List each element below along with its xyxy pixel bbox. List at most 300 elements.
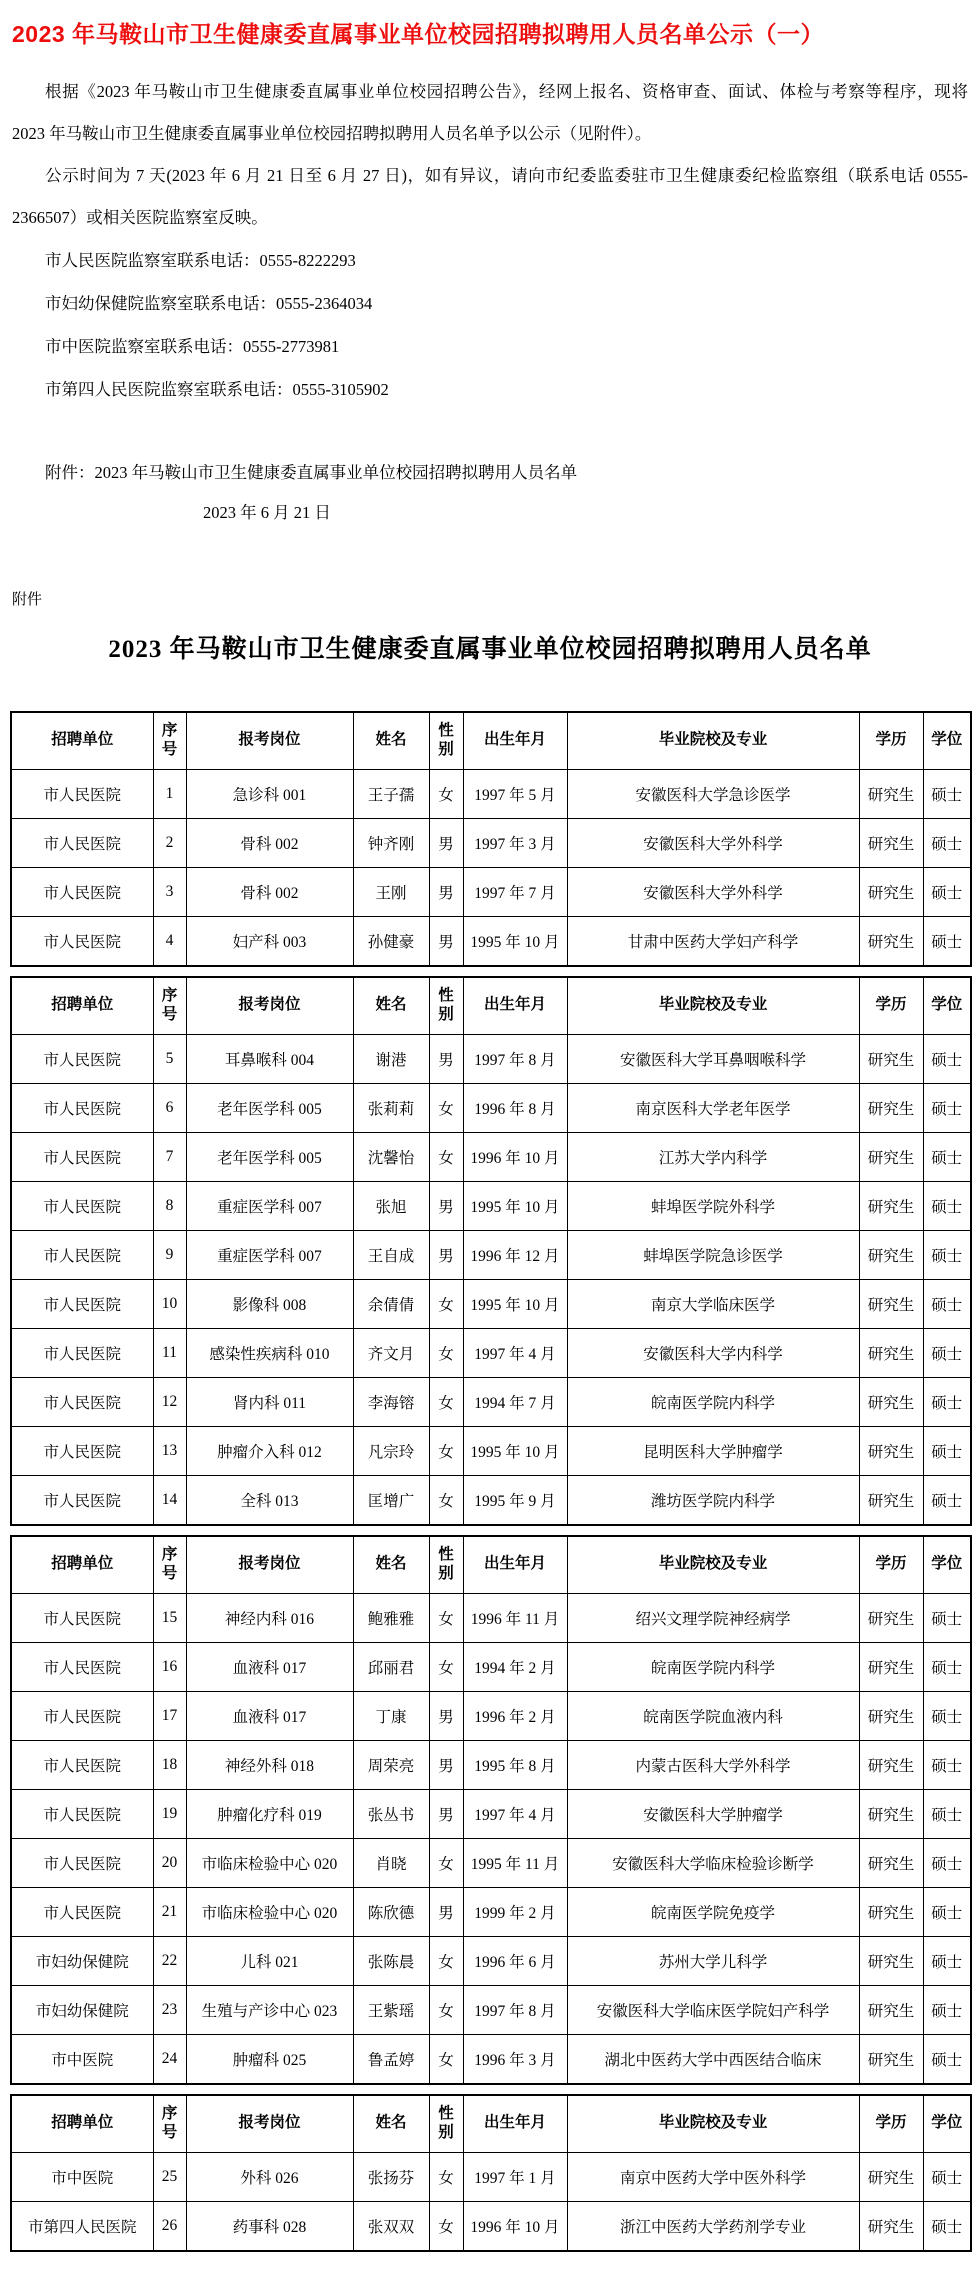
publicity-period-paragraph: 公示时间为 7 天(2023 年 6 月 21 日至 6 月 27 日)，如有异议，请向市纪委监委驻市卫生健康委纪检监察组（联系电话 0555-2366507）或相关医院监察室反映。 [12, 165, 968, 227]
table-cell: 硕士 [923, 1985, 971, 2034]
table-cell: 硕士 [923, 1426, 971, 1475]
table-cell: 市人民医院 [11, 1838, 153, 1887]
column-header: 招聘单位 [11, 712, 153, 770]
table-cell: 余倩倩 [353, 1279, 429, 1328]
table-cell: 市人民医院 [11, 1740, 153, 1789]
table-cell: 孙健豪 [353, 916, 429, 966]
column-header: 学历 [859, 977, 923, 1035]
column-header: 学位 [923, 712, 971, 770]
intro-paragraph: 根据《2023 年马鞍山市卫生健康委直属事业单位校园招聘公告》，经网上报名、资格审查、面试、体检与考察等程序，现将 2023 年马鞍山市卫生健康委直属事业单位校园招聘拟聘用人员名单予以公示（见附件）。 [12, 81, 968, 143]
table-cell: 蚌埠医学院急诊医学 [567, 1230, 859, 1279]
table-cell: 男 [429, 1887, 463, 1936]
table-cell: 硕士 [923, 1475, 971, 1525]
table-row [11, 1279, 971, 1328]
table-cell: 1997 年 5 月 [463, 769, 567, 818]
table-cell: 女 [429, 769, 463, 818]
table-cell: 21 [153, 1887, 186, 1936]
table-cell: 安徽医科大学耳鼻咽喉科学 [567, 1034, 859, 1083]
table-row [11, 1985, 971, 2034]
table-cell: 沈馨怡 [353, 1132, 429, 1181]
table-row [11, 1230, 971, 1279]
column-header: 序号 [153, 2095, 186, 2153]
table-cell: 张陈晨 [353, 1936, 429, 1985]
table-cell: 骨科 002 [186, 818, 353, 867]
table-cell: 男 [429, 867, 463, 916]
table-cell: 王子孺 [353, 769, 429, 818]
table-cell: 女 [429, 1593, 463, 1642]
table-cell: 硕士 [923, 1083, 971, 1132]
table-cell: 市中医院 [11, 2152, 153, 2201]
table-cell: 药事科 028 [186, 2201, 353, 2251]
table-cell: 6 [153, 1083, 186, 1132]
column-header: 毕业院校及专业 [567, 1536, 859, 1594]
column-header: 姓名 [353, 1536, 429, 1594]
column-header: 姓名 [353, 2095, 429, 2153]
table-cell: 1 [153, 769, 186, 818]
table-cell: 10 [153, 1279, 186, 1328]
table-cell: 1997 年 7 月 [463, 867, 567, 916]
table-cell: 男 [429, 1740, 463, 1789]
table-cell: 重症医学科 007 [186, 1230, 353, 1279]
column-header: 姓名 [353, 977, 429, 1035]
table-cell: 硕士 [923, 818, 971, 867]
table-row [11, 1593, 971, 1642]
column-header: 招聘单位 [11, 977, 153, 1035]
table-row [11, 1132, 971, 1181]
table-cell: 研究生 [859, 1377, 923, 1426]
table-cell: 女 [429, 1642, 463, 1691]
table-row [11, 1328, 971, 1377]
table-cell: 安徽医科大学外科学 [567, 818, 859, 867]
column-header: 序号 [153, 977, 186, 1035]
table-cell: 儿科 021 [186, 1936, 353, 1985]
table-cell: 安徽医科大学外科学 [567, 867, 859, 916]
table-cell: 重症医学科 007 [186, 1181, 353, 1230]
table-cell: 研究生 [859, 916, 923, 966]
table-cell: 市人民医院 [11, 1377, 153, 1426]
table-row [11, 1377, 971, 1426]
table-cell: 硕士 [923, 1642, 971, 1691]
column-header: 出生年月 [463, 712, 567, 770]
table-cell: 女 [429, 1328, 463, 1377]
column-header: 毕业院校及专业 [567, 2095, 859, 2153]
table-cell: 1996 年 6 月 [463, 1936, 567, 1985]
table-header-row [11, 712, 971, 770]
announcement-date: 2023 年 6 月 21 日 [203, 502, 331, 522]
table-row [11, 1838, 971, 1887]
table-cell: 研究生 [859, 2201, 923, 2251]
table-cell: 1995 年 9 月 [463, 1475, 567, 1525]
table-cell: 江苏大学内科学 [567, 1132, 859, 1181]
column-header: 性别 [429, 1536, 463, 1594]
table-cell: 匡增广 [353, 1475, 429, 1525]
table-cell: 男 [429, 1230, 463, 1279]
column-header: 出生年月 [463, 977, 567, 1035]
table-cell: 1995 年 11 月 [463, 1838, 567, 1887]
table-cell: 1995 年 10 月 [463, 1426, 567, 1475]
table-cell: 研究生 [859, 1230, 923, 1279]
table-cell: 老年医学科 005 [186, 1132, 353, 1181]
column-header: 性别 [429, 2095, 463, 2153]
table-cell: 市妇幼保健院 [11, 1985, 153, 2034]
table-cell: 研究生 [859, 1083, 923, 1132]
table-cell: 王紫瑶 [353, 1985, 429, 2034]
table-cell: 女 [429, 1985, 463, 2034]
table-cell: 1994 年 2 月 [463, 1642, 567, 1691]
table-row [11, 1936, 971, 1985]
attachment-reference-line: 附件：2023 年马鞍山市卫生健康委直属事业单位校园招聘拟聘用人员名单 [45, 462, 578, 482]
table-cell: 神经内科 016 [186, 1593, 353, 1642]
table-cell: 19 [153, 1789, 186, 1838]
phone-line-peoples-hospital: 市人民医院监察室联系电话：0555-8222293 [45, 250, 356, 270]
table-row [11, 1691, 971, 1740]
table-cell: 张双双 [353, 2201, 429, 2251]
table-cell: 市人民医院 [11, 1083, 153, 1132]
table-cell: 湖北中医药大学中西医结合临床 [567, 2034, 859, 2084]
table-cell: 市人民医院 [11, 1642, 153, 1691]
table-cell: 23 [153, 1985, 186, 2034]
table-cell: 1995 年 10 月 [463, 1181, 567, 1230]
table-cell: 甘肃中医药大学妇产科学 [567, 916, 859, 966]
table-row [11, 1789, 971, 1838]
table-cell: 硕士 [923, 916, 971, 966]
table-cell: 凡宗玲 [353, 1426, 429, 1475]
table-cell: 3 [153, 867, 186, 916]
table-cell: 研究生 [859, 1691, 923, 1740]
table-cell: 市临床检验中心 020 [186, 1838, 353, 1887]
table-cell: 安徽医科大学急诊医学 [567, 769, 859, 818]
column-header: 性别 [429, 977, 463, 1035]
table-cell: 研究生 [859, 769, 923, 818]
table-cell: 南京中医药大学中医外科学 [567, 2152, 859, 2201]
roster-table-group-2 [10, 976, 972, 1526]
table-cell: 15 [153, 1593, 186, 1642]
table-cell: 研究生 [859, 1132, 923, 1181]
column-header: 招聘单位 [11, 2095, 153, 2153]
table-cell: 25 [153, 2152, 186, 2201]
table-row [11, 2034, 971, 2084]
table-cell: 女 [429, 2201, 463, 2251]
table-cell: 1997 年 4 月 [463, 1328, 567, 1377]
table-cell: 14 [153, 1475, 186, 1525]
table-cell: 市人民医院 [11, 1132, 153, 1181]
table-cell: 硕士 [923, 1936, 971, 1985]
column-header: 姓名 [353, 712, 429, 770]
table-cell: 硕士 [923, 1181, 971, 1230]
table-cell: 16 [153, 1642, 186, 1691]
table-cell: 男 [429, 916, 463, 966]
table-cell: 肿瘤介入科 012 [186, 1426, 353, 1475]
table-cell: 南京大学临床医学 [567, 1279, 859, 1328]
roster-table-group-1 [10, 711, 972, 967]
table-cell: 女 [429, 1279, 463, 1328]
table-cell: 研究生 [859, 1181, 923, 1230]
table-cell: 硕士 [923, 1789, 971, 1838]
table-cell: 研究生 [859, 1426, 923, 1475]
table-cell: 1997 年 8 月 [463, 1985, 567, 2034]
table-cell: 安徽医科大学临床检验诊断学 [567, 1838, 859, 1887]
table-cell: 硕士 [923, 2201, 971, 2251]
table-cell: 男 [429, 1789, 463, 1838]
table-cell: 市中医院 [11, 2034, 153, 2084]
table-cell: 硕士 [923, 1887, 971, 1936]
table-row [11, 2152, 971, 2201]
table-cell: 研究生 [859, 1328, 923, 1377]
table-cell: 皖南医学院内科学 [567, 1377, 859, 1426]
table-cell: 钟齐刚 [353, 818, 429, 867]
table-cell: 13 [153, 1426, 186, 1475]
table-cell: 市人民医院 [11, 867, 153, 916]
table-cell: 市人民医院 [11, 1034, 153, 1083]
column-header: 毕业院校及专业 [567, 712, 859, 770]
table-cell: 浙江中医药大学药剂学专业 [567, 2201, 859, 2251]
table-cell: 安徽医科大学临床医学院妇产科学 [567, 1985, 859, 2034]
table-cell: 潍坊医学院内科学 [567, 1475, 859, 1525]
table-cell: 市人民医院 [11, 1593, 153, 1642]
table-cell: 男 [429, 818, 463, 867]
table-cell: 市第四人民医院 [11, 2201, 153, 2251]
table-cell: 硕士 [923, 1230, 971, 1279]
table-cell: 血液科 017 [186, 1642, 353, 1691]
page-title: 2023 年马鞍山市卫生健康委直属事业单位校园招聘拟聘用人员名单公示（一） [12, 21, 825, 47]
table-cell: 研究生 [859, 818, 923, 867]
table-cell: 硕士 [923, 1593, 971, 1642]
table-cell: 17 [153, 1691, 186, 1740]
table-cell: 24 [153, 2034, 186, 2084]
table-cell: 9 [153, 1230, 186, 1279]
table-cell: 研究生 [859, 2034, 923, 2084]
table-cell: 1995 年 10 月 [463, 916, 567, 966]
table-cell: 李海镕 [353, 1377, 429, 1426]
table-cell: 市人民医院 [11, 1887, 153, 1936]
table-cell: 女 [429, 1426, 463, 1475]
table-row [11, 1181, 971, 1230]
table-cell: 南京医科大学老年医学 [567, 1083, 859, 1132]
table-cell: 女 [429, 1083, 463, 1132]
table-cell: 安徽医科大学肿瘤学 [567, 1789, 859, 1838]
table-cell: 硕士 [923, 867, 971, 916]
table-cell: 1999 年 2 月 [463, 1887, 567, 1936]
table-cell: 硕士 [923, 769, 971, 818]
column-header: 学历 [859, 1536, 923, 1594]
table-cell: 肿瘤化疗科 019 [186, 1789, 353, 1838]
column-header: 招聘单位 [11, 1536, 153, 1594]
table-cell: 女 [429, 1132, 463, 1181]
table-cell: 1995 年 10 月 [463, 1279, 567, 1328]
column-header: 序号 [153, 712, 186, 770]
table-cell: 肖晓 [353, 1838, 429, 1887]
column-header: 序号 [153, 1536, 186, 1594]
roster-table-group-4 [10, 2094, 972, 2252]
table-cell: 女 [429, 1475, 463, 1525]
table-cell: 研究生 [859, 1740, 923, 1789]
table-cell: 鲁孟婷 [353, 2034, 429, 2084]
table-cell: 皖南医学院内科学 [567, 1642, 859, 1691]
table-cell: 外科 026 [186, 2152, 353, 2201]
table-cell: 神经外科 018 [186, 1740, 353, 1789]
table-cell: 邱丽君 [353, 1642, 429, 1691]
table-cell: 1996 年 11 月 [463, 1593, 567, 1642]
table-cell: 全科 013 [186, 1475, 353, 1525]
column-header: 报考岗位 [186, 712, 353, 770]
phone-line-maternal-child-hospital: 市妇幼保健院监察室联系电话：0555-2364034 [45, 293, 373, 313]
table-cell: 昆明医科大学肿瘤学 [567, 1426, 859, 1475]
table-row [11, 916, 971, 966]
column-header: 学位 [923, 2095, 971, 2153]
table-cell: 市人民医院 [11, 1426, 153, 1475]
table-header-row [11, 1536, 971, 1594]
roster-table-title: 2023 年马鞍山市卫生健康委直属事业单位校园招聘拟聘用人员名单 [108, 635, 872, 663]
table-cell: 硕士 [923, 1740, 971, 1789]
table-cell: 研究生 [859, 2152, 923, 2201]
table-cell: 硕士 [923, 2034, 971, 2084]
roster-tables-container [10, 711, 970, 2252]
table-cell: 肾内科 011 [186, 1377, 353, 1426]
table-cell: 研究生 [859, 867, 923, 916]
table-cell: 肿瘤科 025 [186, 2034, 353, 2084]
table-cell: 急诊科 001 [186, 769, 353, 818]
table-cell: 研究生 [859, 1789, 923, 1838]
table-cell: 硕士 [923, 1838, 971, 1887]
table-cell: 王刚 [353, 867, 429, 916]
table-cell: 感染性疾病科 010 [186, 1328, 353, 1377]
table-cell: 市人民医院 [11, 1691, 153, 1740]
table-cell: 1996 年 3 月 [463, 2034, 567, 2084]
table-cell: 女 [429, 2034, 463, 2084]
column-header: 毕业院校及专业 [567, 977, 859, 1035]
table-cell: 市人民医院 [11, 769, 153, 818]
table-cell: 骨科 002 [186, 867, 353, 916]
table-cell: 硕士 [923, 2152, 971, 2201]
table-cell: 研究生 [859, 1642, 923, 1691]
table-cell: 硕士 [923, 1279, 971, 1328]
table-cell: 市人民医院 [11, 1181, 153, 1230]
table-cell: 5 [153, 1034, 186, 1083]
table-cell: 20 [153, 1838, 186, 1887]
table-row [11, 1475, 971, 1525]
table-cell: 血液科 017 [186, 1691, 353, 1740]
table-cell: 12 [153, 1377, 186, 1426]
column-header: 学历 [859, 712, 923, 770]
table-cell: 1995 年 8 月 [463, 1740, 567, 1789]
table-cell: 张扬芬 [353, 2152, 429, 2201]
table-cell: 皖南医学院血液内科 [567, 1691, 859, 1740]
table-cell: 1994 年 7 月 [463, 1377, 567, 1426]
table-cell: 张莉莉 [353, 1083, 429, 1132]
table-cell: 硕士 [923, 1034, 971, 1083]
phone-line-fourth-peoples-hospital: 市第四人民医院监察室联系电话：0555-3105902 [45, 379, 389, 399]
table-cell: 1997 年 4 月 [463, 1789, 567, 1838]
table-cell: 男 [429, 1034, 463, 1083]
table-cell: 1996 年 10 月 [463, 1132, 567, 1181]
table-cell: 11 [153, 1328, 186, 1377]
phone-line-tcm-hospital: 市中医院监察室联系电话：0555-2773981 [45, 336, 340, 356]
column-header: 学历 [859, 2095, 923, 2153]
table-row [11, 2201, 971, 2251]
table-cell: 市人民医院 [11, 916, 153, 966]
table-header-row [11, 2095, 971, 2153]
table-cell: 皖南医学院免疫学 [567, 1887, 859, 1936]
table-cell: 市临床检验中心 020 [186, 1887, 353, 1936]
table-cell: 8 [153, 1181, 186, 1230]
table-cell: 市人民医院 [11, 1475, 153, 1525]
table-cell: 妇产科 003 [186, 916, 353, 966]
table-cell: 1997 年 3 月 [463, 818, 567, 867]
appendix-label: 附件 [12, 591, 43, 608]
table-cell: 女 [429, 1377, 463, 1426]
table-cell: 研究生 [859, 1475, 923, 1525]
table-cell: 研究生 [859, 1279, 923, 1328]
table-row [11, 818, 971, 867]
table-cell: 男 [429, 1691, 463, 1740]
table-cell: 研究生 [859, 1985, 923, 2034]
table-row [11, 1426, 971, 1475]
table-cell: 市人民医院 [11, 1328, 153, 1377]
table-cell: 蚌埠医学院外科学 [567, 1181, 859, 1230]
table-row [11, 1083, 971, 1132]
table-cell: 26 [153, 2201, 186, 2251]
table-cell: 生殖与产诊中心 023 [186, 1985, 353, 2034]
table-cell: 苏州大学儿科学 [567, 1936, 859, 1985]
table-cell: 1996 年 2 月 [463, 1691, 567, 1740]
table-row [11, 867, 971, 916]
table-cell: 齐文月 [353, 1328, 429, 1377]
table-cell: 影像科 008 [186, 1279, 353, 1328]
table-cell: 1996 年 8 月 [463, 1083, 567, 1132]
roster-table-group-3 [10, 1535, 972, 2085]
column-header: 性别 [429, 712, 463, 770]
table-cell: 7 [153, 1132, 186, 1181]
table-cell: 4 [153, 916, 186, 966]
table-cell: 陈欣德 [353, 1887, 429, 1936]
table-cell: 2 [153, 818, 186, 867]
column-header: 报考岗位 [186, 977, 353, 1035]
table-cell: 女 [429, 1838, 463, 1887]
table-cell: 18 [153, 1740, 186, 1789]
table-cell: 周荣亮 [353, 1740, 429, 1789]
table-cell: 市人民医院 [11, 1279, 153, 1328]
table-cell: 内蒙古医科大学外科学 [567, 1740, 859, 1789]
table-cell: 市妇幼保健院 [11, 1936, 153, 1985]
table-cell: 22 [153, 1936, 186, 1985]
table-cell: 耳鼻喉科 004 [186, 1034, 353, 1083]
table-cell: 研究生 [859, 1887, 923, 1936]
table-cell: 张旭 [353, 1181, 429, 1230]
table-cell: 张丛书 [353, 1789, 429, 1838]
table-cell: 女 [429, 1936, 463, 1985]
table-cell: 市人民医院 [11, 1789, 153, 1838]
column-header: 报考岗位 [186, 2095, 353, 2153]
table-cell: 研究生 [859, 1034, 923, 1083]
table-cell: 男 [429, 1181, 463, 1230]
table-cell: 1997 年 8 月 [463, 1034, 567, 1083]
table-cell: 老年医学科 005 [186, 1083, 353, 1132]
table-row [11, 1642, 971, 1691]
table-cell: 硕士 [923, 1328, 971, 1377]
table-cell: 丁康 [353, 1691, 429, 1740]
table-cell: 市人民医院 [11, 818, 153, 867]
table-header-row [11, 977, 971, 1035]
table-cell: 硕士 [923, 1377, 971, 1426]
table-cell: 王自成 [353, 1230, 429, 1279]
table-cell: 1996 年 12 月 [463, 1230, 567, 1279]
column-header: 出生年月 [463, 1536, 567, 1594]
table-cell: 硕士 [923, 1691, 971, 1740]
table-cell: 硕士 [923, 1132, 971, 1181]
table-cell: 研究生 [859, 1838, 923, 1887]
table-row [11, 1034, 971, 1083]
table-cell: 鲍雅雅 [353, 1593, 429, 1642]
